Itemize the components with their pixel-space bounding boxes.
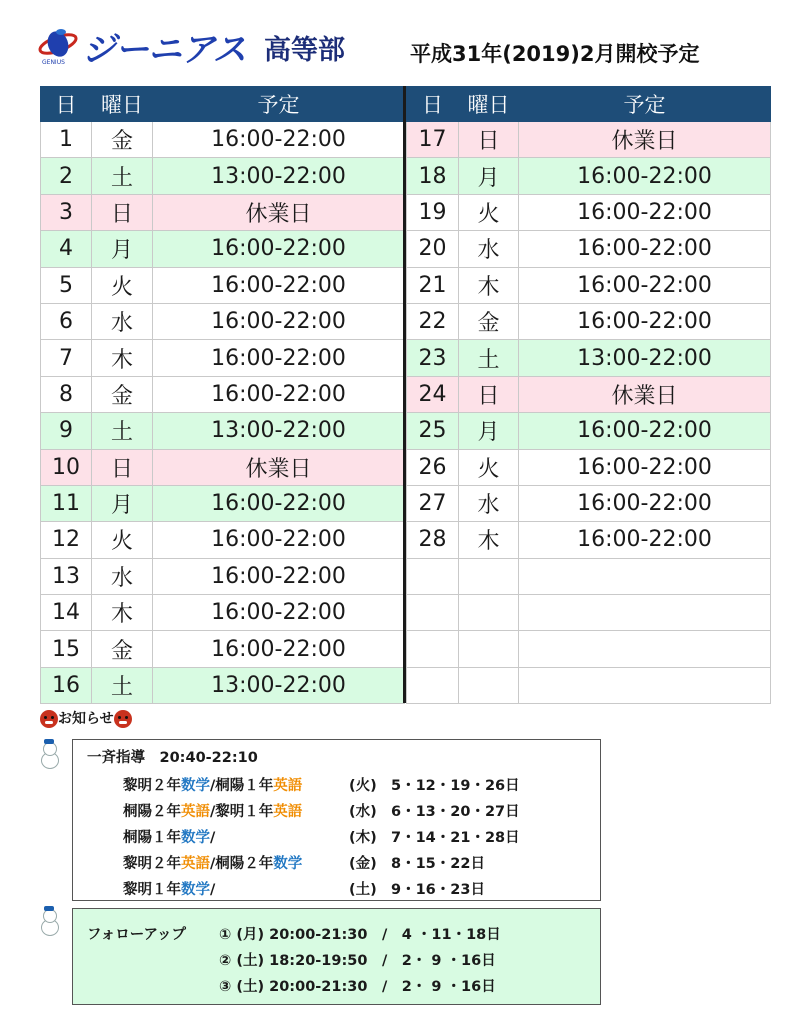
cell-day: 21 [407, 267, 459, 303]
cell-plan [519, 631, 771, 667]
svg-text:GENIUS: GENIUS [42, 59, 65, 66]
table-row [41, 194, 405, 230]
cell-weekday: 金 [459, 303, 519, 339]
lesson-dates: 8・15・22日 [391, 856, 485, 872]
cell-plan: 16:00-22:00 [153, 631, 405, 667]
cell-plan: 16:00-22:00 [153, 340, 405, 376]
cell-plan: 16:00-22:00 [153, 122, 405, 158]
cell-plan: 16:00-22:00 [153, 558, 405, 594]
cell-weekday: 土 [92, 158, 153, 194]
table-row [407, 449, 771, 485]
cell-weekday: 火 [459, 194, 519, 230]
page-title: 平成31年(2019)2月開校予定 [410, 42, 700, 66]
cell-plan: 休業日 [153, 194, 405, 230]
lesson-dates: 5・12・19・26日 [391, 778, 520, 794]
table-row [407, 158, 771, 194]
table-row [41, 667, 405, 703]
cell-day: 25 [407, 413, 459, 449]
follow-up-label: フォローアップ [87, 927, 187, 943]
group-lesson-heading: 一斉指導 20:40-22:10 [87, 750, 258, 766]
cell-day: 20 [407, 231, 459, 267]
cell-weekday: 日 [459, 122, 519, 158]
lesson-weekday: (土) [349, 882, 377, 898]
column-header-day: 日 [407, 87, 459, 122]
cell-weekday: 水 [92, 558, 153, 594]
lesson-subjects [123, 826, 215, 847]
table-row [41, 631, 405, 667]
table-row [407, 122, 771, 158]
oni-mask-icon [114, 710, 132, 728]
cell-weekday [459, 667, 519, 703]
table-row [407, 231, 771, 267]
cell-weekday: 金 [92, 631, 153, 667]
cell-plan: 16:00-22:00 [519, 194, 771, 230]
cell-plan: 16:00-22:00 [519, 485, 771, 521]
cell-weekday: 水 [92, 303, 153, 339]
column-header-plan: 予定 [519, 87, 771, 122]
lesson-weekday: (火) [349, 778, 377, 794]
cell-plan: 13:00-22:00 [519, 340, 771, 376]
table-header [407, 87, 771, 122]
table-row [407, 303, 771, 339]
table-row [41, 158, 405, 194]
brand-name: ジーニアス [82, 30, 246, 70]
cell-weekday: 日 [459, 376, 519, 412]
cell-weekday: 月 [459, 413, 519, 449]
subject-name: 英語 [273, 804, 303, 820]
class-name: / [210, 830, 216, 846]
notice-heading [40, 708, 132, 728]
cell-weekday: 金 [92, 376, 153, 412]
column-header-weekday: 曜日 [459, 87, 519, 122]
cell-plan: 休業日 [519, 122, 771, 158]
cell-plan: 16:00-22:00 [519, 449, 771, 485]
cell-weekday [459, 595, 519, 631]
cell-day: 9 [41, 413, 92, 449]
cell-weekday [459, 558, 519, 594]
page-header [0, 0, 800, 82]
cell-day: 12 [41, 522, 92, 558]
cell-weekday: 日 [92, 449, 153, 485]
cell-day: 16 [41, 667, 92, 703]
follow-up-line: ① (月) 20:00-21:30 / 4 ・11・18日 [219, 927, 501, 943]
cell-day: 28 [407, 522, 459, 558]
class-name: 桐陽２年 [123, 804, 181, 820]
cell-weekday: 月 [92, 485, 153, 521]
cell-day: 14 [41, 595, 92, 631]
cell-plan: 13:00-22:00 [153, 158, 405, 194]
follow-up-line: ③ (土) 20:00-21:30 / 2・ 9 ・16日 [219, 979, 496, 995]
group-lesson-box [72, 739, 601, 901]
follow-up-box [72, 908, 601, 1005]
cell-plan: 16:00-22:00 [153, 267, 405, 303]
cell-day: 3 [41, 194, 92, 230]
cell-day: 5 [41, 267, 92, 303]
cell-plan: 16:00-22:00 [153, 522, 405, 558]
lesson-subjects [123, 800, 302, 821]
table-row [41, 485, 405, 521]
cell-day: 23 [407, 340, 459, 376]
table-row [41, 449, 405, 485]
cell-weekday: 木 [459, 522, 519, 558]
cell-day: 22 [407, 303, 459, 339]
cell-day: 19 [407, 194, 459, 230]
cell-plan: 16:00-22:00 [519, 303, 771, 339]
table-header [41, 87, 405, 122]
class-name: /黎明１年 [210, 804, 274, 820]
cell-weekday: 火 [459, 449, 519, 485]
subject-name: 数学 [181, 830, 210, 846]
table-row [407, 522, 771, 558]
cell-day: 6 [41, 303, 92, 339]
table-row [407, 340, 771, 376]
cell-day: 2 [41, 158, 92, 194]
schedule-table-right [406, 86, 771, 704]
lesson-subjects [123, 774, 302, 795]
cell-day: 13 [41, 558, 92, 594]
cell-weekday [459, 631, 519, 667]
cell-day: 11 [41, 485, 92, 521]
cell-day: 8 [41, 376, 92, 412]
subject-name: 数学 [181, 778, 210, 794]
snowman-icon [40, 742, 58, 768]
cell-day [407, 558, 459, 594]
class-name: /桐陽１年 [210, 778, 274, 794]
cell-weekday: 水 [459, 485, 519, 521]
table-row [407, 667, 771, 703]
table-row [41, 413, 405, 449]
subject-name: 数学 [181, 882, 210, 898]
column-header-day: 日 [41, 87, 92, 122]
table-row [41, 231, 405, 267]
cell-day: 18 [407, 158, 459, 194]
cell-plan: 16:00-22:00 [153, 376, 405, 412]
cell-day: 24 [407, 376, 459, 412]
department-label: 高等部 [264, 35, 345, 66]
cell-weekday: 金 [92, 122, 153, 158]
cell-plan: 休業日 [153, 449, 405, 485]
table-row [407, 485, 771, 521]
table-row [407, 376, 771, 412]
subject-name: 英語 [273, 778, 303, 794]
follow-up-line: ② (土) 18:20-19:50 / 2・ 9 ・16日 [219, 953, 496, 969]
cell-weekday: 火 [92, 522, 153, 558]
lesson-dates: 6・13・20・27日 [391, 804, 520, 820]
cell-plan: 16:00-22:00 [153, 595, 405, 631]
class-name: 桐陽１年 [123, 830, 181, 846]
table-row [407, 631, 771, 667]
cell-day: 1 [41, 122, 92, 158]
cell-plan [519, 595, 771, 631]
subject-name: 数学 [273, 856, 303, 872]
table-row [41, 303, 405, 339]
lesson-subjects [123, 852, 302, 873]
cell-day [407, 595, 459, 631]
cell-day [407, 631, 459, 667]
cell-plan [519, 667, 771, 703]
cell-weekday: 土 [92, 667, 153, 703]
cell-weekday: 木 [92, 595, 153, 631]
cell-weekday: 水 [459, 231, 519, 267]
cell-plan: 16:00-22:00 [519, 267, 771, 303]
cell-weekday: 土 [92, 413, 153, 449]
cell-plan: 休業日 [519, 376, 771, 412]
table-row [407, 267, 771, 303]
lesson-subjects [123, 878, 215, 899]
cell-plan: 16:00-22:00 [519, 413, 771, 449]
cell-weekday: 日 [92, 194, 153, 230]
cell-plan: 16:00-22:00 [519, 522, 771, 558]
table-row [407, 413, 771, 449]
table-row [407, 595, 771, 631]
schedule-table-left [40, 86, 405, 704]
table-row [41, 522, 405, 558]
cell-plan: 16:00-22:00 [153, 231, 405, 267]
snowman-icon [40, 909, 58, 935]
column-header-plan: 予定 [153, 87, 405, 122]
cell-day: 17 [407, 122, 459, 158]
class-name: 黎明２年 [123, 856, 181, 872]
cell-day: 15 [41, 631, 92, 667]
column-header-weekday: 曜日 [92, 87, 153, 122]
cell-day: 27 [407, 485, 459, 521]
cell-weekday: 月 [92, 231, 153, 267]
table-row [407, 558, 771, 594]
class-name: /桐陽２年 [210, 856, 274, 872]
cell-day: 26 [407, 449, 459, 485]
table-row [41, 558, 405, 594]
table-row [41, 376, 405, 412]
cell-plan: 13:00-22:00 [153, 413, 405, 449]
lesson-dates: 7・14・21・28日 [391, 830, 520, 846]
lesson-weekday: (金) [349, 856, 377, 872]
lesson-weekday: (水) [349, 804, 377, 820]
table-row [41, 267, 405, 303]
cell-day: 7 [41, 340, 92, 376]
lesson-dates: 9・16・23日 [391, 882, 485, 898]
cell-plan: 16:00-22:00 [519, 231, 771, 267]
class-name: 黎明１年 [123, 882, 181, 898]
subject-name: 英語 [181, 856, 210, 872]
cell-day: 10 [41, 449, 92, 485]
lesson-weekday: (木) [349, 830, 377, 846]
subject-name: 英語 [181, 804, 210, 820]
table-row [41, 340, 405, 376]
cell-plan [519, 558, 771, 594]
table-row [41, 122, 405, 158]
cell-plan: 13:00-22:00 [153, 667, 405, 703]
cell-day: 4 [41, 231, 92, 267]
class-name: / [210, 882, 216, 898]
notice-title: お知らせ [58, 711, 114, 727]
cell-weekday: 土 [459, 340, 519, 376]
class-name: 黎明２年 [123, 778, 181, 794]
cell-plan: 16:00-22:00 [153, 485, 405, 521]
cell-weekday: 木 [92, 340, 153, 376]
table-row [407, 194, 771, 230]
cell-plan: 16:00-22:00 [519, 158, 771, 194]
cell-weekday: 火 [92, 267, 153, 303]
cell-weekday: 月 [459, 158, 519, 194]
oni-mask-icon [40, 710, 58, 728]
cell-weekday: 木 [459, 267, 519, 303]
cell-plan: 16:00-22:00 [153, 303, 405, 339]
cell-day [407, 667, 459, 703]
table-row [41, 595, 405, 631]
